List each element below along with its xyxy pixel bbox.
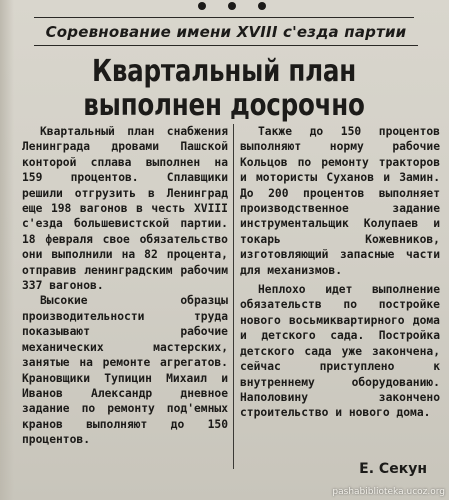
article-author-signature: Е. Секун xyxy=(359,461,427,477)
section-rubric: Соревнование имени XVIII с'езда партии xyxy=(34,19,418,46)
ornament-dot xyxy=(198,2,206,10)
article-column-right xyxy=(240,124,440,421)
column-divider xyxy=(233,124,234,469)
ornament-dot xyxy=(258,2,266,10)
article-paragraph: Неплохо идет выполнение обязательств по постройке нового восьмиквартирного дома и детского сада. Постройка детского сада уже закончена, сейчас приступлено к внутреннему оборудованию. Наполовину закончено строительство и нового дома. xyxy=(240,283,440,420)
article-column-left xyxy=(22,124,228,448)
article-paragraph: Высокие образцы производительности труда показывают рабочие механических мастерских, занятые на ремонте агрегатов. Крановщики Тупицин Михаил и Иванов Александр дневное задание по ремонту под'емных кранов выполняют до 150 процентов. xyxy=(22,294,228,447)
ornament-dot xyxy=(228,2,236,10)
article-paragraph: Квартальный план снабжения Ленинграда дровами Пашской конторой сплава выполнен на 159 процентов. Сплавщики решили отгрузить в Ленинград еще 198 вагонов в честь XVIII с'езда большевистской партии. 18 февраля свое обязательство они выполнили на 82 процента, отправив ленинградским рабочим 337 вагонов. xyxy=(22,125,228,293)
page-edge-shadow xyxy=(0,0,14,500)
source-watermark: pashabiblioteka.ucoz.org xyxy=(332,487,445,497)
rubric-top-rule xyxy=(34,17,414,18)
article-headline: Квартальный план выполнен досрочно xyxy=(83,54,365,123)
column-dots-ornament xyxy=(0,0,449,14)
article-paragraph: Также до 150 процентов выполняют норму рабочие Кольцов по ремонту тракторов и мотористы Суханов и Замин. До 200 процентов выполняет производственное задание инструментальщик Колупаев и токарь Кожевников, изготовляющий запасные части для механизмов. xyxy=(240,125,440,277)
